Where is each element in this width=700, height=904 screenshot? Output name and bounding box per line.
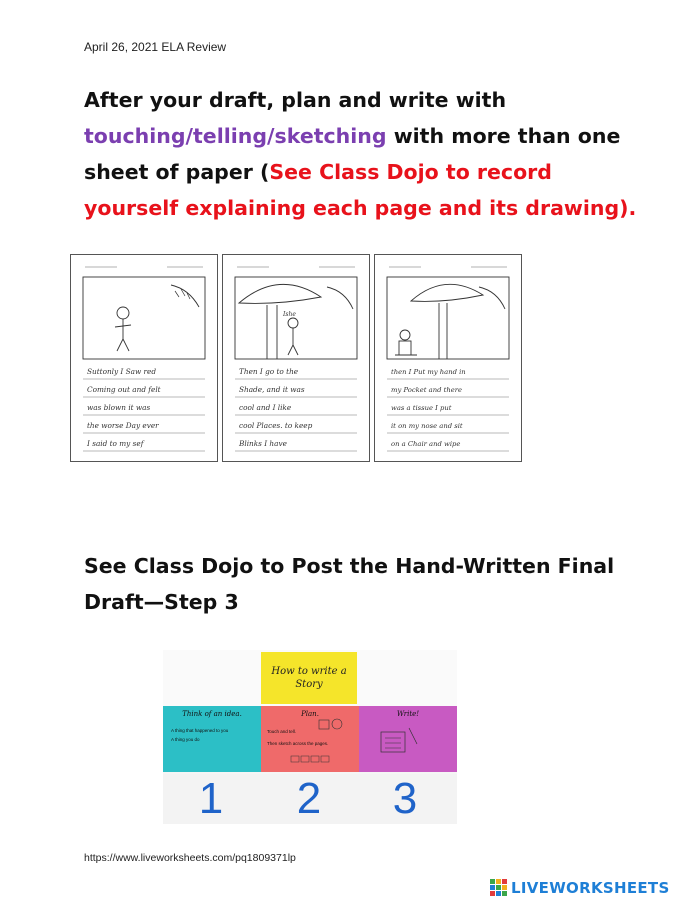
sheet-line: Shade, and it was xyxy=(239,385,305,394)
story-sheet-2 xyxy=(222,254,370,462)
instruction-red-text: See Class Dojo to record yourself explaining each page and its drawing). xyxy=(84,160,637,220)
story-sheet-2-text xyxy=(239,363,363,453)
poster-bullet: Then sketch across the pages. xyxy=(267,741,329,746)
poster-step-3-heading: Write! xyxy=(396,710,420,718)
story-sheet-3-text xyxy=(391,363,519,453)
sheet-line: it on my nose and sit xyxy=(391,422,463,430)
sheet-line: I said to my sef xyxy=(87,439,144,448)
sample-sheets xyxy=(70,254,536,462)
sheet-line: the worse Day ever xyxy=(87,421,159,430)
sheet-line: my Pocket and there xyxy=(391,386,463,394)
instruction-part-2: with more than one sheet of paper ( xyxy=(84,124,621,184)
instruction-part-1: After your draft, plan and write with xyxy=(84,88,507,112)
story-sheet-2-drawing-label: Ishe xyxy=(283,311,296,318)
poster-step-2-heading: Plan. xyxy=(301,710,319,718)
story-sheet-1 xyxy=(70,254,218,462)
poster-number-3: 3 xyxy=(392,774,418,823)
poster-number-band xyxy=(163,772,457,824)
poster-bullet: A thing that happened to you xyxy=(171,728,229,733)
poster-number-2: 2 xyxy=(296,774,322,823)
poster-step-3 xyxy=(359,706,457,772)
sheet-line: Blinks I have xyxy=(239,439,287,448)
poster-number-1: 1 xyxy=(198,774,224,823)
poster-title: How to write a Story xyxy=(261,652,357,704)
liveworksheets-logo xyxy=(490,878,670,898)
poster-step-1 xyxy=(163,706,261,772)
sheet-line: was blown it was xyxy=(87,403,151,412)
sheet-line: Coming out and felt xyxy=(87,385,161,394)
story-sheet-3 xyxy=(374,254,522,462)
date-header: April 26, 2021 ELA Review xyxy=(84,40,227,54)
logo-wordmark: LIVEWORKSHEETS xyxy=(511,879,670,897)
sheet-line: cool Places. to keep xyxy=(239,421,313,430)
instruction-purple-text: touching/telling/sketching xyxy=(84,124,387,148)
sheet-line: was a tissue I put xyxy=(391,404,452,412)
sheet-line: on a Chair and wipe xyxy=(391,440,461,448)
worksheet-url[interactable]: https://www.liveworksheets.com/pq1809371lp xyxy=(84,852,296,864)
poster-bullet: Touch and tell. xyxy=(267,729,297,734)
sheet-line: Suttonly I Saw red xyxy=(87,367,157,376)
story-sheet-1-text xyxy=(87,363,211,453)
story-steps-poster xyxy=(163,650,457,822)
step-title: See Class Dojo to Post the Hand-Written Final Draft—Step 3 xyxy=(84,554,615,614)
poster-step-1-heading: Think of an idea. xyxy=(182,710,242,718)
plan-sketch-icon xyxy=(261,706,359,772)
sheet-line: then I Put my hand in xyxy=(391,368,466,376)
poster-step-1-bullets xyxy=(171,726,261,744)
instruction-paragraph xyxy=(84,82,644,226)
sheet-line: Then I go to the xyxy=(239,367,299,376)
sheet-line: cool and I like xyxy=(239,403,292,412)
logo-grid-icon xyxy=(490,879,508,897)
poster-step-2 xyxy=(261,706,359,772)
notebook-icon xyxy=(359,722,457,772)
poster-bullet: A thing you do xyxy=(171,737,200,742)
